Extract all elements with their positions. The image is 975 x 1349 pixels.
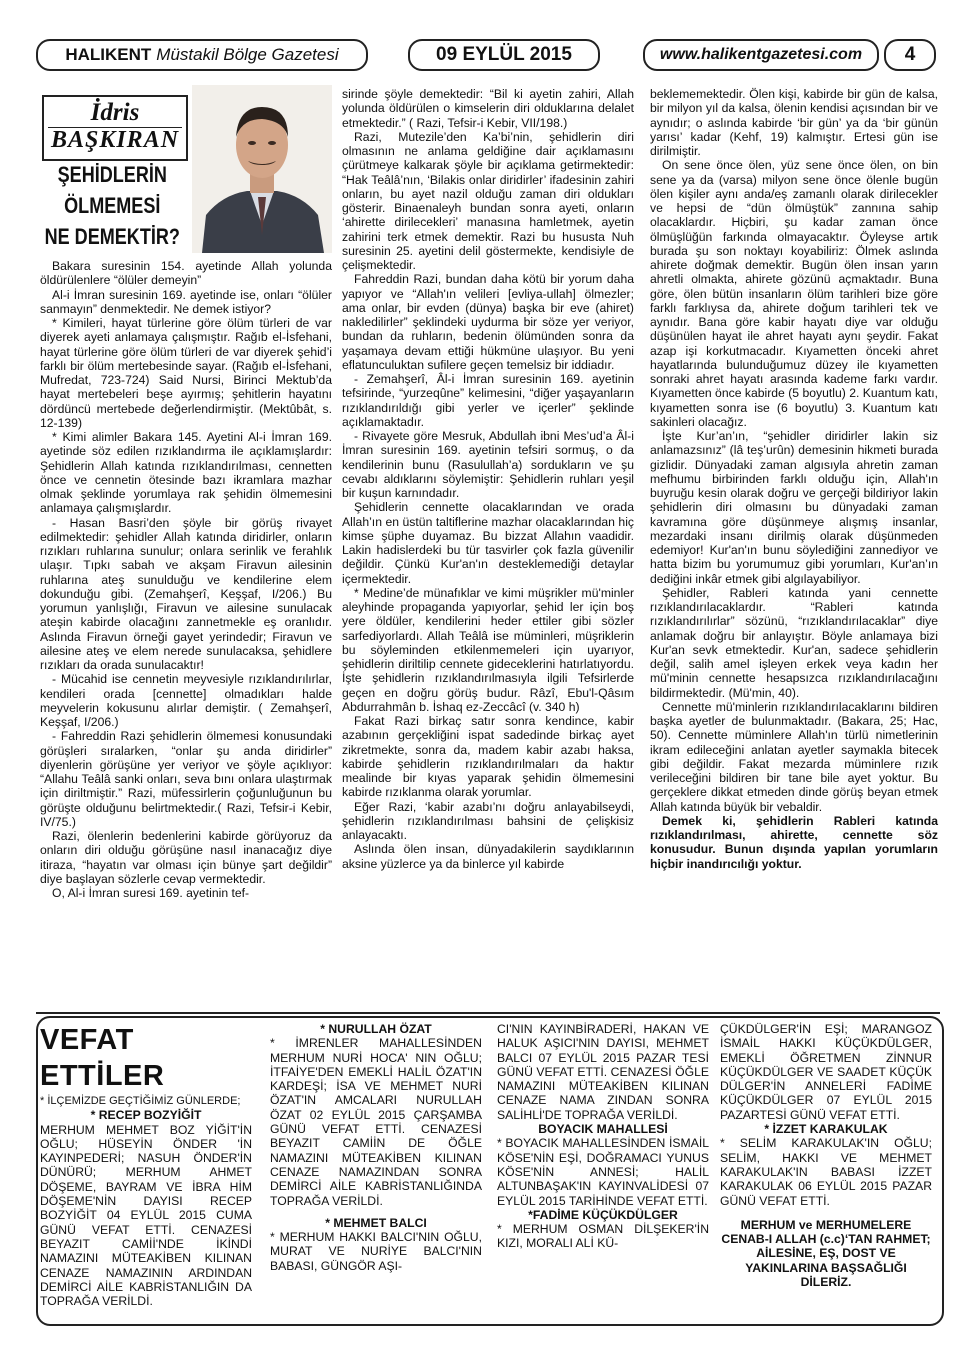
obituary-text: * MERHUM HAKKI BALCI'NIN OĞLU, MURAT VE NURİYE BALCI'NIN BABASI, GÜNGÖR AŞI-: [270, 1230, 482, 1273]
author-box: [42, 95, 188, 161]
paragraph: Fakat Razi birkaç satır sonra kendince, kabir azabının gerçekliğini ispat sadedinde birkaç ayet zikretmekte, sonra da, madem kabir azabı haksa, kabirde şehidlerin rızıklandırılmaları da haktır mealinde bir kıyas yaparak şehidin ölmemesini kabirde rızıklanma olarak yorumlar.: [342, 714, 634, 800]
paragraph: * Kimi alimler Bakara 145. Ayetini Al-i İmran 169. ayetinde söz edilen rızıklandırma ile açıklamışlardır: Şehidlerin Allah katında rızıklandırılması, cennetten önce ve cennetin ötesinde bazı ikramlara mazhar olmak şeklinde yorumlaya rak şehidin ölmemesini anlamaya çalışmışlardır.: [40, 430, 332, 516]
paragraph: On sene önce ölen, yüz sene önce ölen, on bin sene ya da (varsa) milyon sene önce ölenle bugün ölen kişiler aynı anda/eş zamanlı olarak dirilecekler ve hepsi de “dün ölmüştük” zannına sahip olacaklardır. Hiçbiri, şu kadar zaman önce ölmüşlüğün farkında olmayacaktır. Öyleyse artık burada şu son noktayı koyabiliriz: Ölmek aslında ahirete doğmak demektir. Bugün ölen insan yarın ahretli olmakta, ahirete gözünü açmaktadır. Buna göre, ölen bütün insanların ölüm tarihleri bize göre farklı farklıysa da, ahirete doğum tarihleri tek ve aynıdır. Bana göre kabir hayatı diye var olduğu düşünülen hayat ile ahret hayatı aynı şeydir. Fakat azap işi korkutmacadır. Kıyametten önceki ahret hayatlarında bulunduğumuz düzey ile kıyametten sonraki ahret hayatı arasında kademe farkı vardır. Kıyametten önce kabirde (5 boyutlu) 2. Kuantum katı, kıyametten sonra ise (6 boyutlu) 3. Kuantum katı sakinleri olacağız.: [650, 158, 938, 429]
obituaries-title: VEFAT ETTİLER: [40, 1024, 165, 1092]
obituary-name: * MEHMET BALCI: [325, 1215, 427, 1230]
paragraph: sirinde şöyle demektedir: “Bil ki ayetin zahiri, Allah yolunda öldürülen o kimselerin diri olduklarına delalet etmektedir.” ( Razi, Tefsir-i Kebir, VII/198.): [342, 87, 634, 130]
page-number: 4: [884, 39, 936, 71]
paragraph: - Hasan Basri’den şöyle bir görüş rivayet edilmektedir: şehidler Allah katında diridirler, onların rızıkları ruhlarına sunulur; onlara serinlik ve ferahlık ulaşır. Tıpkı sabah ve akşam Firavun ailesinin ruhlarına ateş sunulduğu ve kendilerine elem dokunduğu gibi. (Zemahşerî, Keşşaf, I/206.) Bu yorumun yanlışlığı, Firavun ve ailesine sunulacak ateşin kabirde olacağını zannetmekle eş oranlıdır. Aslında Firavun örneği gayet yerindedir; Firavun ve ailesine ateş ve elem nerede sunulacaksa, şehidlere rızıkları da orada sunulacaktır!: [40, 515, 332, 672]
obituaries-column-4: [720, 1022, 932, 1289]
section-divider: [36, 1012, 940, 1014]
paragraph: beklememektedir. Ölen kişi, kabirde bir gün de kalsa, bir milyon yıl da kalsa, ölenin kendisi açısından bir ve aynıdır; o aslında kabirde ‘bir gün’ ya da ‘bir günün yarısı’ kadar (Kehf, 19) kalmıştır. Ertesi gün ise dirilmiştir.: [650, 87, 938, 158]
obituary-name: * NURULLAH ÖZAT: [320, 1022, 432, 1036]
paragraph: * Medine’de münafıklar ve kimi müşrikler mü'minler aleyhinde propaganda yapıyorlar, şehid ler için boş yere öldüler, kendilerini heder ettiler gibi sözler sarfediyorlardı. Allah Teâlâ ise müminleri, müşriklerin bu söyleminden etkilenmemeleri için uyarıyor, şehidlerin diriltilip cennete gideceklerini hatırlatıyordu. İşte şehidlerin rızıklandırılmasıyla ilgili Tefsirlerde geçen en doğru görüş budur. Râzî, Ebu'l-Qâsım Abdurrahmân b. İshaq ez-Zeccâcî (v. 340 h): [342, 585, 634, 714]
article-headline: [36, 159, 189, 252]
newspaper-name: [36, 39, 368, 71]
paragraph: - Fahreddin Razi şehidlerin ölmemesi konusundaki görüşleri sıralarken, “onlar şu anda diridirler” diyenlerin görüşüne yer veriyor ve şöyle açıklıyor: “Allahu Teâlâ sanki onları, seva bını onlara ulaştırmak için diriltmiştir.” Razi, müfessirlerin çoğunluğunun bu görüşte olduğunu belirtmektedir.( Razi, Tefsir-i Kebir, IV/75.): [40, 729, 332, 829]
obituary-name: *FADİME KÜÇÜKDÜLGER: [528, 1207, 678, 1222]
obituary-text: ÇÜKDÜLGER'İN EŞİ; MARANGOZ İSMAİL HAKKI KÜÇÜKDÜLGER, EMEKLİ ÖĞRETMEN ZİNNUR KÜÇÜKDÜLGER VE SAADET KÜÇÜK DÜLGER'İN ANNELERİ FADİME KÜÇÜKDÜLGER 07 EYLÜL 2015 PAZARTESİ GÜNÜ VEFAT ETTİ.: [720, 1022, 932, 1122]
obituaries-column-2: [270, 1022, 482, 1273]
paragraph: - Rivayete göre Mesruk, Abdullah ibni Mes’ud’a Âl-i İmran suresinin 169. ayetinin tefsiri sormuş, o da kendilerinin bunu (Rasulullah’a) sordukların ve şu cevabı aldıklarını söylemiştir: Şehidlerin ruhları yeşil bir kuşun karnındadır.: [342, 429, 634, 500]
paragraph: Eğer Razi, ‘kabir azabı’nı doğru anlayabilseydi, şehidlerin rızıklandırılması bahsini de çelişkisiz anlayacaktı.: [342, 799, 634, 842]
paragraph: Al-i İmran suresinin 169. ayetinde ise, onları “ölüler sanmayın” denmektedir. Ne demek istiyor?: [40, 287, 332, 316]
article-header: [36, 85, 336, 255]
paragraph: Demek ki, şehidlerin Rableri katında rızıklandırılması, ahirette, cennette söz konusudur. Bunun dışında yapılan yorumların hiçbir inandırıcılığı yoktur.: [650, 813, 938, 871]
paragraph: * Kimileri, hayat türlerine göre ölüm türleri de var diyerek ayeti anlamaya çalışmıştır. Rağıb el-İsfehani, hayat türlerine göre ölüm türleri de var diyerek şehid’i farklı bir ölüm mertebesinde sayar. (Rağıb el-İsfehani, Mufredat, 723-724) Said Nursi, Birinci Mektub’da hayat mertebeleri beşe ayırmış; şehitlerin hayatını dördüncü mertebede değerlendirmiştir. (Mektûbât, s. 12-139): [40, 316, 332, 430]
headline-line-3: NE DEMEKTİR?: [44, 224, 180, 249]
author-first-name: İdris: [90, 99, 140, 126]
obituary-text: * MERHUM OSMAN DİLŞEKER'İN KIZI, MORALI ALİ KÜ-: [497, 1222, 709, 1251]
obituaries-intro: * İLÇEMİZDE GEÇTİĞİMİZ GÜNLERDE;: [40, 1095, 241, 1107]
paragraph: Şehidler, Rableri katında yani cennette rızıklandırılacaklardır. “Rableri katında rızıklandırılırlar” sözünü, “rızıklandırılacaklar” diye anlamak doğru bir anlayıştır. Böyle anlamaya bizi Kur'an sevk etmektedir. Kur'an, sadece şehidlerin değil, salih amel işleyen erkek veya kadın her mü'minin cennette hesapsızca rızıklandırılacağını bildirmektedir. (Mü'min, 40).: [650, 585, 938, 700]
headline-line-1: ŞEHİDLERİN: [57, 162, 167, 187]
paragraph: Cennette mü'minlerin rızıklandırılacaklarını bildiren başka ayetler de bulunmaktadır. (Bakara, 25; Hac, 50). Cennette müminlere Allah'ın türlü nimetlerinin ikram edileceğini anlatan ayetler saymakla bitecek gibi değildir. Fakat mezarda müminlere rızık verileceğini bildiren bir tane bile ayet yoktur. Bu gerçeklere dikkat etmeden dinde görüş beyan etmek Allah katında büyük bir vebaldir.: [650, 699, 938, 814]
obituary-text: * İMRENLER MAHALLESİNDEN MERHUM NURİ HOCA' NIN OĞLU; İTFAİYE'DEN EMEKLİ HALİL ÖZAT'IN KARDEŞİ; İSA VE MEHMET NURİ ÖZAT'IN AMCALARI NURULLAH ÖZAT 02 EYLÜL 2015 ÇARŞAMBA GÜNÜ VEFAT ETTİ. CENAZESİ BEYAZIT CAMİİN DE ÖĞLE NAMAZINI MÜTEAKİBEN KILINAN CENAZE NAMAZINDAN SONRA DEMİRCİ AİLE KABRİSTANLIĞINDA TOPRAĞA VERİLDİ.: [270, 1036, 482, 1208]
article-column-2: [342, 87, 634, 871]
obituaries-column-3: [497, 1022, 709, 1251]
obituary-text: MERHUM MEHMET BOZ YİĞİT'İN OĞLU; HÜSEYİN ÖNDER 'İN KAYINPEDERİ; NASUH ÖNDER'İN DÜNÜRÜ; MERHUM AHMET DÖŞEME, BAYRAM VE İBRA HİM DÖŞEME'NİN DAYISI RECEP BOZYİĞİT 04 EYLÜL 2015 CUMA GÜNÜ VEFAT ETTİ. CENAZESİ BEYAZIT CAMİİ'NDE İKİNDİ NAMAZINI MÜTEAKİBEN KILINAN CENAZE NAMAZININ ARDINDAN DEMİRCİ AİLE KABRİSTANLIĞIN DA TOPRAĞA VERİLDİ.: [40, 1122, 252, 1309]
obituary-text: CI'NIN KAYINBİRADERİ, HAKAN VE HALUK AŞICI'NIN DAYISI, MEHMET BALCI 07 EYLÜL 2015 PAZAR TESİ GÜNÜ VEFAT ETTİ. CENAZESİ ÖĞLE NAMAZINI MÜTEAKİBEN KILINAN CENAZE NAMA ZINDAN SONRA SALİHLİ'DE TOPRAĞA VERİLDİ.: [497, 1022, 709, 1122]
paragraph: O, Al-i İmran suresi 169. ayetinin tef-: [52, 886, 250, 900]
obituary-text: * BOYACIK MAHALLESİNDEN İSMAİL KÖSE'NİN EŞİ, DOĞRAMACI YUNUS KÖSE'NİN ANNESİ; HALİL ALTUNBAŞAK'IN KAYINVALİDESİ 07 EYLÜL 2015 TARİHİNDE VEFAT ETTİ.: [497, 1136, 709, 1208]
obituaries-column-1: [40, 1022, 252, 1308]
author-portrait-image: [192, 85, 332, 253]
paragraph: Razi, Mutezile’den Ka’bi’nin, şehidlerin diri olmasının ne anlama geldiğine dair açıklamasını çürütmeye kalkarak şöyle bir açıklama getirmektedir: “Hak Teâlâ’nın, ‘Bilakis onlar diridirler’ ifadesinin zahiri onların, bu ayet nazil olduğu zaman diri oldukları gösterir. Binaenaleyh bundan sonra ayeti, onların ‘ahirette dirilecekleri’ manasına hamletmek, ayetin zahirini terk etmek demektir. Razi bu hususta Nuh suresinin 25. ayetini delil göstermekte, kendisiyle de çelişmektedir.: [342, 129, 634, 272]
condolence-message: MERHUM ve MERHUMELERE CENAB-I ALLAH (c.c)‘TAN RAHMET; AİLESİNE, EŞ, DOST VE YAKINLARINA BAŞSAĞLIĞI DİLERİZ.: [721, 1217, 931, 1290]
author-photo: [192, 85, 332, 253]
headline-line-2: ÖLMEMESİ: [64, 193, 161, 218]
obituary-subheading: BOYACIK MAHALLESİ: [538, 1122, 668, 1137]
newspaper-name-rest: Müstakil Bölge Gazetesi: [156, 45, 339, 64]
paragraph: Fahreddin Razi, bundan daha kötü bir yorum daha yapıyor ve “Allah'ın velileri [evliya-ullah] ölmezler; ama onlar, bir evden (dünya) başka bir eve (ahiret) nakledilirler” şeklindeki uydurma bir söze yer veriyor, bundan da ruhların, bedenin ölümünden sonra da yaşamaya devam ettiği hükmüne ulaşıyor. Bu yeni eflatunculuktan sufilere geçen temelsiz bir iddiadır.: [342, 272, 634, 372]
paragraph: Bakara suresinin 154. ayetinde Allah yolunda öldürülenlere “ölüler demeyin”: [40, 259, 332, 288]
paragraph: İşte Kur’an’ın, “şehidler diridirler lakin siz anlamazsınız” (lâ teş’urûn) demesinin hikmeti burada gizlidir. Dünyadaki zaman algısıyla ahretin zaman mefhumu birbirinden farklı olduğu için, Allah'ın buyruğu kesin olarak doğru ve gerçeği bildiriyor lakin şehidlerin diri olmasını bu dünyadaki zaman kavramına göre düşünmeye alışmış insanlar, mezardaki insanı dirilmiş olarak düşünmeden edemiyor! Kur'an'ın bunu söylediğini zannediyor ve hatta bizim bu yorumumuz gibi yorumları, Kur'an’ın dediğini inkâr etmek gibi algılayabiliyor.: [650, 429, 938, 586]
website-link[interactable]: www.halikentgazetesi.com: [643, 39, 879, 71]
paragraph: Razi, ölenlerin bedenlerini kabirde görüyoruz da onların diri olduğu görüşüne nasıl inanacağız diye itiraza, “hayatın var olması için bünye şart değildir” diye başlayan sözlerle cevap vermektedir.: [40, 829, 332, 886]
author-last-name: BAŞKIRAN: [50, 127, 180, 153]
obituary-name: * RECEP BOZYİĞİT: [90, 1108, 202, 1123]
article-column-1: [40, 259, 332, 900]
obituary-name: * İZZET KARAKULAK: [764, 1122, 888, 1137]
paragraph: Aslında ölen insan, dünyadakilerin saydıklarının aksine yüzlerce ya da binlerce yıl kabirde: [342, 842, 634, 871]
article-column-3: [650, 87, 938, 871]
paragraph: - Zemahşerî, Âl-i İmran suresinin 169. ayetinin tefsirinde, “yurzeqûne” kelimesini, “diğer yaşayanların rızıklandırıldığı gibi yerler ve içerler” şeklinde açıklamaktadır.: [342, 372, 634, 429]
paragraph: - Mücahid ise cennetin meyvesiyle rızıklandırılırlar, kendileri orada [cennette] olmadıkları halde meyvelerin kokusunu alırlar demiştir. ( Zemahşerî, Keşşaf, I/206.): [40, 672, 332, 729]
obituary-text: * SELİM KARAKULAK'IN OĞLU; SELİM, HAKKI VE MEHMET KARAKULAK'IN BABASI İZZET KARAKULAK 06 EYLÜL 2015 PAZAR GÜNÜ VEFAT ETTİ.: [720, 1136, 932, 1208]
issue-date: 09 EYLÜL 2015: [408, 39, 600, 71]
newspaper-name-bold: HALIKENT: [65, 45, 152, 64]
paragraph: Şehidlerin cennette olacaklarından ve orada Allah’ın en üstün taltiflerine mazhar olacaklarından hiç kimse şüphe duyamaz. Bu bizzat Allahın vaadidir. Lakin hadislerdeki bu tür tasvirler çok fazla güvenilir değildir. Çünkü Kur'an'ın desteklemediği detaylar içermektedir.: [342, 500, 634, 586]
page-header: [36, 35, 940, 73]
